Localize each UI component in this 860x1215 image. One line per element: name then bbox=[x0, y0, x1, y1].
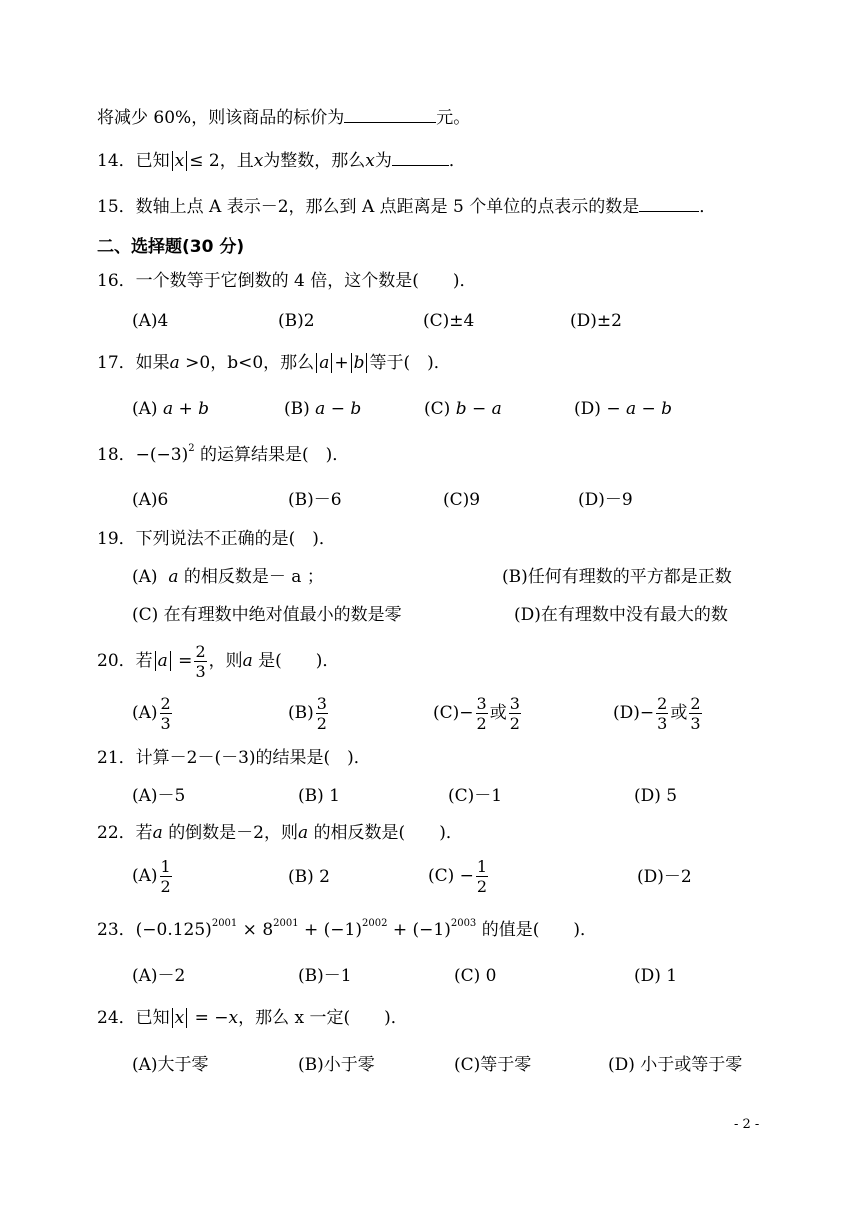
q16-text: 一个数等于它倒数的 4 倍，这个数是( )． bbox=[135, 271, 477, 291]
q20 bbox=[97, 638, 339, 684]
q16-option-d[interactable]: (D)±2 bbox=[570, 311, 622, 331]
numerator: 2 bbox=[690, 694, 701, 713]
equals-sign: = − bbox=[189, 1008, 229, 1028]
q21-number: 21． bbox=[97, 748, 136, 768]
minus-sign: − bbox=[459, 703, 474, 723]
denominator: 3 bbox=[195, 662, 206, 681]
q23-option-b[interactable]: (B)－1 bbox=[298, 966, 352, 986]
var-a: a bbox=[168, 567, 179, 587]
q14-number: 14． bbox=[97, 151, 136, 171]
q19-option-d[interactable]: (D)在有理数中没有最大的数 bbox=[514, 605, 728, 625]
numerator: 2 bbox=[657, 694, 668, 713]
term-base: × 8 bbox=[237, 920, 274, 940]
q23 bbox=[97, 919, 597, 941]
var-x: x bbox=[365, 151, 375, 171]
var-a: a bbox=[169, 353, 180, 373]
q20-number: 20． bbox=[97, 651, 136, 671]
q23-option-a[interactable]: (A)－2 bbox=[132, 966, 186, 986]
var-x: x bbox=[174, 1008, 185, 1028]
fraction bbox=[316, 694, 328, 733]
abs-a bbox=[155, 651, 171, 671]
q19-number: 19． bbox=[97, 529, 136, 549]
q21-option-b[interactable]: (B) 1 bbox=[298, 786, 340, 806]
q24-number: 24． bbox=[97, 1008, 136, 1028]
numerator: 3 bbox=[476, 694, 487, 713]
q23-number: 23． bbox=[97, 920, 136, 940]
q18 bbox=[97, 444, 349, 466]
numerator: 2 bbox=[195, 642, 206, 661]
option-label: (C) bbox=[433, 703, 460, 723]
q18-end: 的运算结果是( )． bbox=[200, 445, 350, 465]
q24-option-b[interactable]: (B)小于零 bbox=[298, 1055, 375, 1075]
abs-b bbox=[351, 353, 368, 373]
q16-option-b[interactable]: (B)2 bbox=[278, 311, 315, 331]
q23-option-d[interactable]: (D) 1 bbox=[634, 966, 678, 986]
option-label: (D) bbox=[574, 399, 601, 419]
fraction bbox=[476, 694, 488, 733]
q15-end: ． bbox=[699, 197, 717, 217]
option-label: (B) bbox=[284, 399, 310, 419]
var-x: x bbox=[174, 151, 185, 171]
abs-a bbox=[316, 353, 332, 373]
var-a: a bbox=[298, 823, 309, 843]
fraction bbox=[656, 694, 668, 733]
q17-number: 17． bbox=[97, 353, 136, 373]
q22-option-b[interactable]: (B) 2 bbox=[288, 867, 330, 887]
denominator: 2 bbox=[160, 877, 171, 896]
q14-answer-blank[interactable] bbox=[392, 147, 449, 166]
q20-mid: ，则 bbox=[208, 651, 243, 671]
term-base: (−0.125) bbox=[135, 920, 212, 940]
fraction bbox=[509, 694, 521, 733]
q21-option-d[interactable]: (D) 5 bbox=[634, 786, 678, 806]
q15-text: 数轴上点 A 表示－2，那么到 A 点距离是 5 个单位的点表示的数是 bbox=[135, 197, 640, 217]
section-title: 二、选择题(30 分) bbox=[97, 237, 245, 257]
equals-sign: = bbox=[172, 651, 193, 671]
exponent: 2002 bbox=[362, 918, 388, 929]
q15 bbox=[97, 193, 716, 218]
abs-x bbox=[172, 1008, 188, 1028]
q17-prefix: 如果 bbox=[135, 353, 170, 373]
q14-condition: ≤ 2 bbox=[189, 151, 220, 171]
q16-option-c[interactable]: (C)±4 bbox=[423, 311, 475, 331]
q20-option-a[interactable] bbox=[132, 690, 174, 736]
q22-mid: 的倒数是－2，则 bbox=[168, 823, 299, 843]
q15-answer-blank[interactable] bbox=[639, 193, 699, 212]
q18-exponent: 2 bbox=[188, 443, 195, 454]
denominator: 3 bbox=[160, 714, 171, 733]
q24-end: ，那么 x 一定( )． bbox=[238, 1008, 408, 1028]
numerator: 3 bbox=[509, 694, 520, 713]
q18-option-a[interactable]: (A)6 bbox=[132, 490, 169, 510]
var-a: a bbox=[152, 823, 163, 843]
denominator: 2 bbox=[509, 714, 520, 733]
exponent: 2001 bbox=[273, 918, 299, 929]
q22-end: 的相反数是( )． bbox=[313, 823, 463, 843]
q20-end: 是( )． bbox=[258, 651, 340, 671]
q18-option-d[interactable]: (D)－9 bbox=[578, 490, 633, 510]
numerator: 1 bbox=[476, 857, 488, 876]
q17-condition: >0，b<0，那么 bbox=[179, 353, 315, 373]
q22-number: 22． bbox=[97, 823, 136, 843]
q19-text: 下列说法不正确的是( )． bbox=[135, 529, 336, 549]
option-label: (C) bbox=[424, 399, 451, 419]
q17 bbox=[97, 352, 451, 374]
q24-option-a[interactable]: (A)大于零 bbox=[132, 1055, 209, 1075]
q18-option-b[interactable]: (B)－6 bbox=[288, 490, 342, 510]
q20-option-c[interactable] bbox=[433, 690, 523, 736]
q23-option-c[interactable]: (C) 0 bbox=[454, 966, 497, 986]
q19-option-c[interactable]: (C) 在有理数中绝对值最小的数是零 bbox=[132, 605, 402, 625]
term-base: + (−1) bbox=[387, 920, 451, 940]
option-text: 的相反数是－ a ； bbox=[183, 567, 324, 587]
term-base: + (−1) bbox=[298, 920, 362, 940]
fraction bbox=[194, 642, 206, 681]
numerator: 3 bbox=[316, 694, 327, 713]
q22-option-a[interactable] bbox=[132, 853, 174, 899]
q19-option-a[interactable] bbox=[132, 566, 324, 588]
q24-prefix: 已知 bbox=[135, 1008, 170, 1028]
fraction bbox=[476, 857, 488, 896]
minus-sign: − bbox=[639, 703, 655, 723]
fraction bbox=[160, 857, 172, 896]
q22 bbox=[97, 822, 463, 844]
option-label: (A) bbox=[132, 399, 158, 419]
numerator: 2 bbox=[160, 694, 171, 713]
fraction bbox=[689, 694, 701, 733]
q21-text: 计算－2－(－3)的结果是( )． bbox=[135, 748, 371, 768]
abs-x bbox=[172, 151, 188, 171]
q15-number: 15． bbox=[97, 197, 136, 217]
q21-option-a[interactable]: (A)－5 bbox=[132, 786, 186, 806]
option-label: (C) − bbox=[428, 866, 474, 886]
q17-option-b[interactable] bbox=[284, 398, 361, 420]
plus-sign: + bbox=[334, 353, 349, 373]
q20-option-d[interactable] bbox=[613, 690, 704, 736]
denominator: 2 bbox=[316, 714, 327, 733]
option-expr: − a − b bbox=[606, 399, 673, 419]
or-word: 或 bbox=[489, 703, 507, 723]
fraction bbox=[160, 694, 172, 733]
q16-option-a[interactable]: (A)4 bbox=[132, 311, 169, 331]
q18-expression: −(−3) bbox=[135, 445, 189, 465]
numerator: 1 bbox=[160, 857, 171, 876]
option-label: (A) bbox=[132, 866, 158, 886]
q22-option-d[interactable]: (D)－2 bbox=[637, 867, 692, 887]
q24-option-d[interactable]: (D) 小于或等于零 bbox=[608, 1055, 743, 1075]
var-x: x bbox=[253, 151, 264, 171]
denominator: 2 bbox=[476, 714, 487, 733]
option-expr: a − b bbox=[315, 399, 362, 419]
q14-prefix: 已知 bbox=[135, 151, 170, 171]
exponent: 2003 bbox=[450, 918, 477, 929]
q24 bbox=[97, 1007, 408, 1029]
var-b: b bbox=[353, 353, 365, 373]
denominator: 3 bbox=[657, 714, 668, 733]
q13-continuation bbox=[97, 104, 470, 129]
or-word: 或 bbox=[670, 703, 688, 723]
option-expr: a + b bbox=[162, 399, 210, 419]
q17-option-a[interactable] bbox=[132, 398, 209, 420]
option-label: (A) bbox=[132, 703, 158, 723]
option-expr: b − a bbox=[455, 399, 502, 419]
q14 bbox=[97, 147, 466, 172]
q19-option-b[interactable]: (B)任何有理数的平方都是正数 bbox=[502, 567, 732, 587]
var-a: a bbox=[319, 353, 330, 373]
option-label: (A) bbox=[132, 567, 158, 587]
option-label: (D) bbox=[613, 703, 640, 723]
q14-mid: ，且 bbox=[219, 151, 254, 171]
q14-end: ． bbox=[448, 151, 466, 171]
page-number: - 2 - bbox=[734, 1117, 760, 1132]
q24-option-c[interactable]: (C)等于零 bbox=[454, 1055, 532, 1075]
exponent: 2001 bbox=[211, 918, 238, 929]
q18-option-c[interactable]: (C)9 bbox=[443, 490, 481, 510]
q17-end: 等于( )． bbox=[369, 353, 451, 373]
q21-option-c[interactable]: (C)－1 bbox=[448, 786, 503, 806]
q20-option-b[interactable] bbox=[288, 690, 330, 736]
q16-number: 16． bbox=[97, 271, 136, 291]
option-label: (B) bbox=[288, 703, 314, 723]
q19 bbox=[97, 528, 336, 550]
q23-end: 的值是( )． bbox=[481, 920, 597, 940]
q13-suffix: 元。 bbox=[436, 108, 471, 128]
q20-prefix: 若 bbox=[135, 651, 153, 671]
q18-number: 18． bbox=[97, 445, 136, 465]
denominator: 3 bbox=[690, 714, 701, 733]
denominator: 2 bbox=[476, 877, 488, 896]
q22-prefix: 若 bbox=[135, 823, 153, 843]
var-x: x bbox=[228, 1008, 239, 1028]
q17-option-d[interactable] bbox=[574, 398, 672, 420]
q13-answer-blank[interactable] bbox=[344, 104, 436, 123]
q13-text: 将减少 60%，则该商品的标价为 bbox=[97, 108, 345, 128]
var-a: a bbox=[242, 651, 253, 671]
q16 bbox=[97, 270, 477, 292]
var-a: a bbox=[157, 651, 168, 671]
q14-mid2: 为整数，那么 bbox=[263, 151, 366, 171]
q21 bbox=[97, 747, 371, 769]
q14-mid3: 为 bbox=[374, 151, 392, 171]
q22-option-c[interactable] bbox=[428, 853, 490, 899]
q17-option-c[interactable] bbox=[424, 398, 502, 420]
